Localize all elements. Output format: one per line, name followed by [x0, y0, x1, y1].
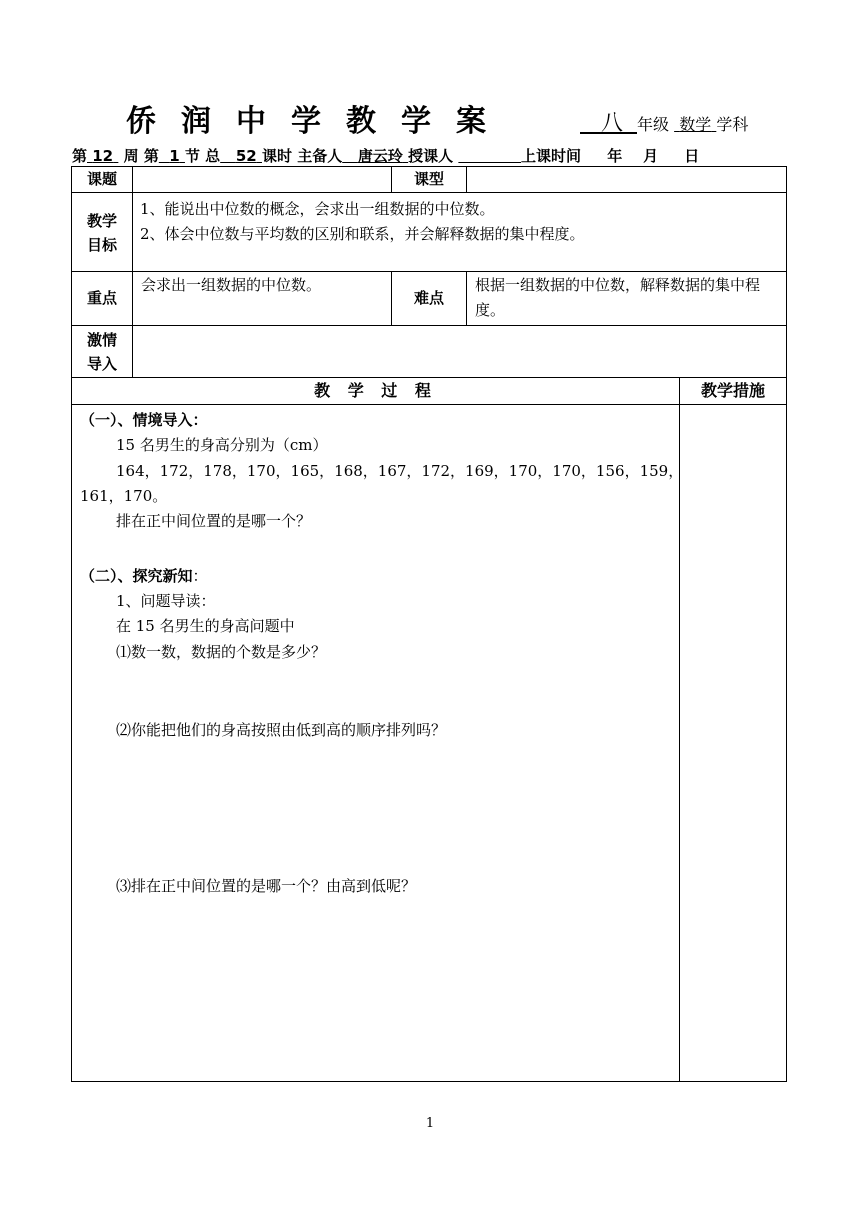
section-2-sub: 1、问题导读： [116, 592, 216, 610]
goal-1: 1、能说出中位数的概念，会求出一组数据的中位数。 [140, 200, 495, 218]
section-1-data: 164，172，178，170，165，168，167，172，169，170，170，156，159， [116, 462, 684, 480]
section-1-question: 排在正中间位置的是哪一个？ [116, 512, 312, 530]
subject-value: 数学 [679, 115, 712, 134]
meta-line: 第 12 周 第 1 节 总 52 课时 主备人 唐云玲 授课人 上课时间 年 月 日 [72, 147, 700, 165]
grade-subject-line [580, 106, 748, 137]
section-1-data-cont: 161，170。 [80, 487, 168, 505]
subject-label: 学科 [716, 115, 749, 134]
week-value: 12 [92, 147, 114, 165]
grade-label: 年级 [637, 115, 670, 134]
question-1: ⑴数一数，数据的个数是多少？ [116, 643, 327, 661]
grade-value: 八 [600, 111, 623, 136]
section-1-title: （一）、情境导入： [80, 411, 208, 429]
preparer-value: 唐云玲 [357, 147, 403, 165]
question-3: ⑶排在正中间位置的是哪一个？由高到低呢？ [116, 877, 417, 895]
difficulty-text: 根据一组数据的中位数，解释数据的集中程度。 [475, 276, 761, 319]
section-1-line-1: 15 名男生的身高分别为（cm） [116, 436, 328, 454]
difficulty-label: 难点 [413, 289, 444, 307]
topic-field [133, 167, 391, 192]
measures-header: 教学措施 [700, 381, 765, 400]
section-2-title: （二）、探究新知： [80, 567, 208, 585]
total-value: 52 [235, 147, 257, 165]
key-text: 会求出一组数据的中位数。 [141, 276, 322, 294]
process-header: 教 学 过 程 [314, 381, 437, 400]
goal-2: 2、体会中位数与平均数的区别和联系，并会解释数据的集中程度。 [140, 225, 585, 243]
type-label: 课型 [413, 170, 444, 188]
question-2: ⑵你能把他们的身高按照由低到高的顺序排列吗？ [116, 721, 447, 739]
section-value: 1 [169, 147, 180, 165]
type-field [467, 167, 785, 192]
key-label: 重点 [86, 289, 117, 307]
page-number: 1 [425, 1116, 435, 1131]
goals-label: 教学 目标 [86, 212, 117, 254]
section-2-context: 在 15 名男生的身高问题中 [116, 617, 295, 635]
teacher-value [458, 147, 521, 165]
page-title: 侨润中学教学案 [126, 104, 511, 139]
intro-label: 激情 导入 [86, 331, 117, 373]
topic-label: 课题 [86, 170, 117, 188]
intro-field [133, 326, 785, 377]
